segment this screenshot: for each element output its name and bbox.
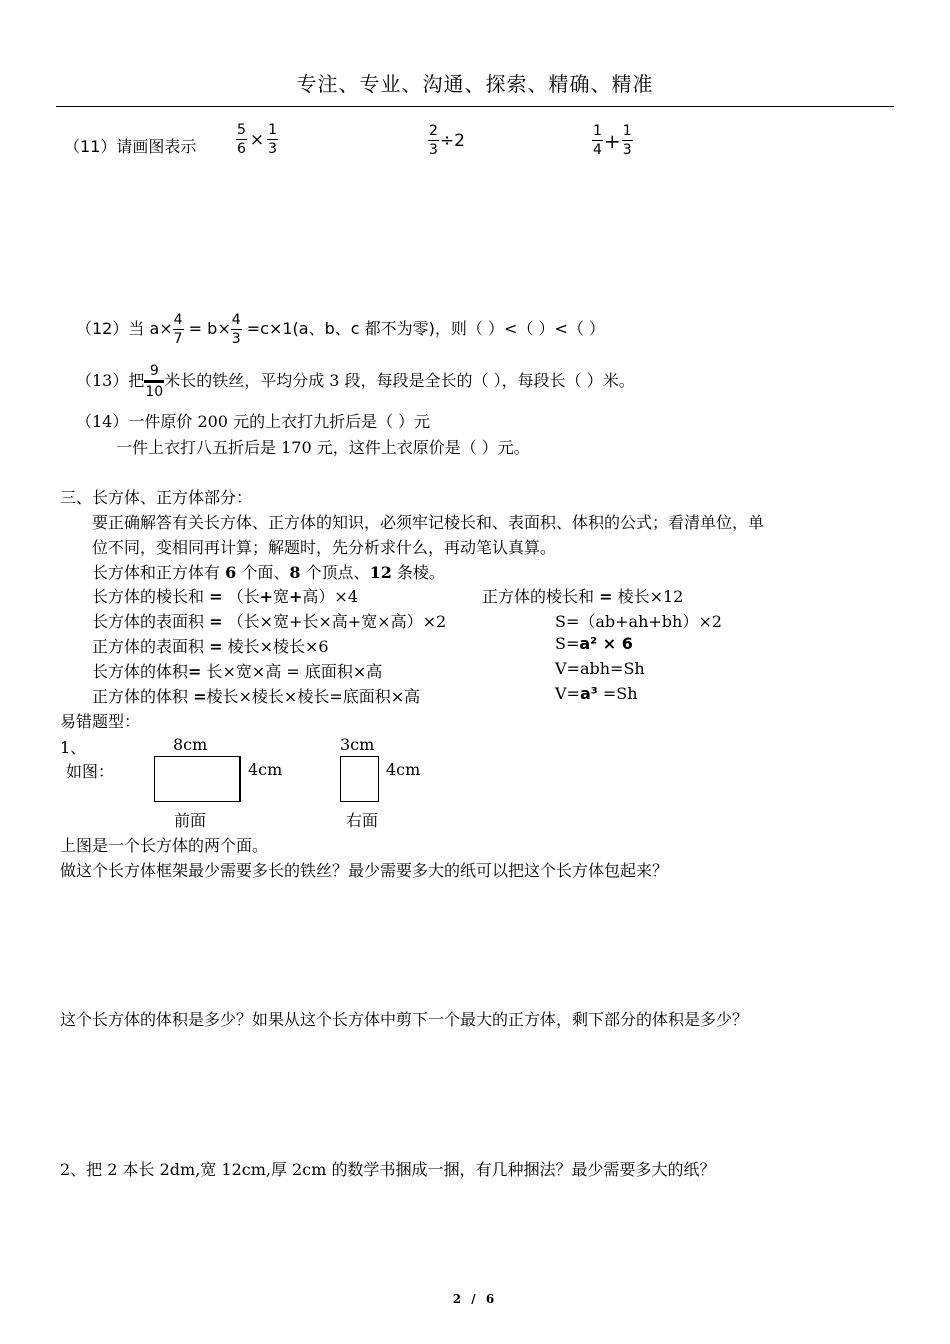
problem-1-description: 上图是一个长方体的两个面。 [60,836,269,855]
solid-facts: 长方体和正方体有 6 个面、8 个顶点、12 条棱。 [92,563,445,582]
fraction: $\frac{2}{3}$ [429,123,438,158]
q11-expression-3: $\frac{1}{4}$ + $\frac{1}{3}$ [593,123,632,158]
q12-line: （12）当 a× $\frac{4}{7}$ = b× $\frac{4}{3}$ =c×1(a、b、c 都不为零)，则（ ）<（ ）<（ ） [76,312,605,347]
fraction: $\frac{1}{3}$ [622,123,632,158]
fraction: $\frac{5}{6}$ [237,122,246,157]
problem-2: 2、把 2 本长 2dm,宽 12cm,厚 2cm 的数学书捆成一捆，有几种捆法？最少需要多大的纸？ [60,1160,716,1179]
q11-label: （11）请画图表示 [64,137,197,156]
section-3-title: 三、长方体、正方体部分： [60,488,253,507]
fraction: $\frac{1}{4}$ [593,123,602,158]
mistakes-title: 易错题型： [60,712,141,731]
page-number: 2 / 6 [452,1292,498,1306]
cube-volume-formula: 正方体的体积 =棱长×棱长×棱长=底面积×高 [92,687,421,706]
cuboid-volume-formula: 长方体的体积= 长×宽×高 = 底面积×高 [92,662,383,681]
fraction: $\frac{4}{3}$ [231,312,241,347]
fraction: $\frac{1}{3}$ [268,122,278,157]
front-width-label: 8cm [173,735,208,754]
right-face-rectangle [340,756,379,802]
front-face-rectangle [154,756,241,802]
cube-volume-symbolic: V=a³ =Sh [555,684,638,703]
problem-1-question-1: 做这个长方体框架最少需要多长的铁丝？最少需要多大的纸可以把这个长方体包起来？ [60,861,669,880]
cuboid-edge-sum-formula: 长方体的棱长和 = （长+宽+高）×4 [92,587,359,606]
q14-line-2: 一件上衣打八五折后是 170 元，这件上衣原价是（ ）元。 [116,438,530,457]
cuboid-surface-area-symbolic: S=（ab+ah+bh）×2 [555,612,722,631]
right-face-label: 右面 [346,811,379,830]
problem-1-question-2: 这个长方体的体积是多少？如果从这个长方体中剪下一个最大的正方体，剩下部分的体积是多少？ [60,1010,749,1029]
q11-expression-1: $\frac{5}{6}$ × $\frac{1}{3}$ [237,122,278,157]
section-3-intro-2: 位不同，变相同再计算；解题时，先分析求什么，再动笔认真算。 [92,538,557,557]
q11-expression-2: $\frac{2}{3}$ ÷2 [429,123,465,158]
cuboid-surface-area-formula: 长方体的表面积 = （长×宽+长×高+宽×高）×2 [92,612,447,631]
fraction: $\frac{4}{7}$ [173,312,183,347]
cube-surface-area-symbolic: S=a² × 6 [555,634,633,653]
as-shown-label: 如图： [66,762,115,781]
section-3-intro-1: 要正确解答有关长方体、正方体的知识，必须牢记棱长和、表面积、体积的公式；看清单位，单 [92,513,765,532]
q14-line-1: （14）一件原价 200 元的上衣打九折后是（ ）元 [76,412,431,431]
fraction: $\frac{9}{10}$ [145,363,164,400]
problem-1-number: 1、 [60,738,87,757]
cube-surface-area-formula: 正方体的表面积 = 棱长×棱长×6 [92,637,329,656]
header-divider [56,106,894,107]
front-face-label: 前面 [174,811,207,830]
right-height-label: 4cm [386,760,421,779]
page-header-title: 专注、专业、沟通、探索、精确、精准 [296,72,654,96]
front-height-label: 4cm [248,760,283,779]
cuboid-volume-symbolic: V=abh=Sh [555,659,645,678]
cube-edge-sum-formula: 正方体的棱长和 = 棱长×12 [482,587,684,606]
q13-line: （13）把 $\frac{9}{10}$ 米长的铁丝，平均分成 3 段，每段是全长的（ ），每段长（ ）米。 [76,363,635,400]
right-width-label: 3cm [340,735,375,754]
